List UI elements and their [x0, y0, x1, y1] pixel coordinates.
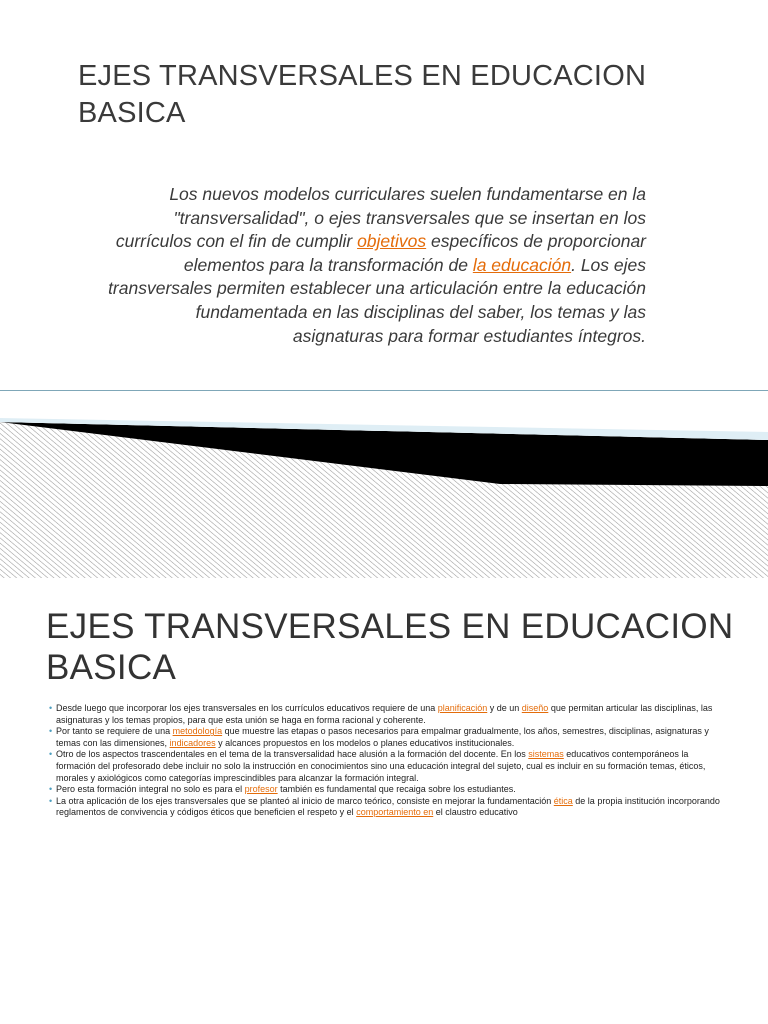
bullet-text: también es fundamental que recaiga sobre los estudiantes.: [277, 784, 516, 795]
bullet-icon: •: [49, 784, 53, 795]
paragraph-text: . Los ejes transversales permiten establecer una articulación entre la educación fundamentada en las disciplinas del saber, los temas y las asignaturas para formar estudiantes íntegros.: [108, 254, 646, 346]
slide-divider-line: [0, 390, 768, 391]
bullet-text: La otra aplicación de los ejes transversales que se planteó al inicio de marco teórico, consiste en mejorar la fundamentación: [56, 795, 554, 806]
slide-1-title: EJES TRANSVERSALES EN EDUCACION BASICA: [78, 60, 647, 129]
bullet-text: que muestre las etapas o pasos necesarios para empalmar gradualmente, los años, semestres, disciplinas, asignaturas y temas con las dimensiones,: [56, 726, 709, 748]
list-item: [49, 749, 724, 784]
link-diseno[interactable]: diseño: [521, 703, 549, 713]
bullet-icon: •: [49, 726, 53, 737]
bullet-icon: •: [49, 703, 53, 713]
bullet-text: Por tanto se requiere de una: [56, 726, 173, 737]
list-item: [49, 726, 724, 749]
bullet-text: educativos contemporáneos la formación del profesorado debe incluir no solo la instrucción en conocimientos sino una educación integral del sujeto, cual es incluir en su formación temas, éticos, morales y axiológicos como categorías imprescindibles para alcanzar la formación integral.: [56, 749, 706, 783]
paragraph-text: Los nuevos modelos curriculares suelen fundamentarse en la "transversalidad", o ejes transversales que se insertan en los currículos con el fin de cumplir: [115, 184, 646, 252]
bullet-text: que permitan articular las disciplinas, las asignaturas y los temas propios, para que esta unión se haga en forma racional y coherente.: [56, 703, 713, 725]
list-item: [49, 784, 724, 796]
list-item: [49, 703, 724, 726]
slide-1-paragraph: [108, 183, 646, 348]
list-item: [49, 795, 724, 819]
bullet-text: de la propia institución incorporando reglamentos de convivencia y códigos éticos que beneficien el respeto y el: [56, 795, 720, 818]
decorative-band: [0, 392, 768, 578]
link-profesor[interactable]: profesor: [244, 784, 278, 795]
bullet-text: Otro de los aspectos trascendentales en el tema de la transversalidad hace alusión a la formación del docente. En los: [56, 749, 529, 760]
link-etica[interactable]: ética: [553, 795, 573, 806]
bullet-text: el claustro educativo: [433, 807, 518, 818]
bullet-icon: •: [49, 749, 53, 760]
slide-2-title: EJES TRANSVERSALES EN EDUCACION BASICA: [46, 607, 734, 687]
paragraph-text: específicos de proporcionar elementos para la transformación de: [183, 231, 646, 275]
link-sistemas[interactable]: sistemas: [528, 749, 564, 760]
slide-2-bullet-list: [49, 703, 724, 819]
link-metodologia[interactable]: metodología: [172, 726, 223, 737]
bullet-text: y de un: [487, 703, 522, 713]
bullet-icon: •: [49, 795, 53, 806]
link-planificacion[interactable]: planificación: [437, 703, 488, 713]
bullet-text: y alcances propuestos en los modelos o planes educativos institucionales.: [215, 737, 515, 748]
bullet-text: Desde luego que incorporar los ejes transversales en los currículos educativos requiere de una: [56, 703, 438, 713]
link-indicadores[interactable]: indicadores: [169, 737, 216, 748]
link-objetivos[interactable]: objetivos: [357, 231, 427, 252]
link-la-educacion[interactable]: la educación: [472, 254, 572, 275]
link-comportamiento-en[interactable]: comportamiento en: [356, 807, 434, 818]
bullet-text: Pero esta formación integral no solo es para el: [56, 784, 245, 795]
